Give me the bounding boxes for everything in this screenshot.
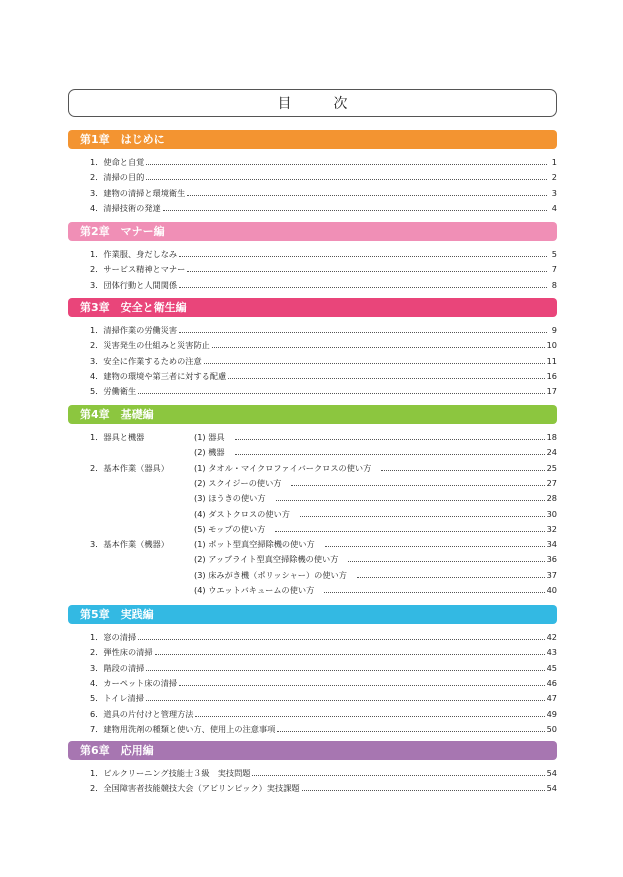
toc-entry-page: 27 bbox=[546, 477, 557, 488]
page-title: 目 次 bbox=[68, 89, 557, 117]
dot-leader bbox=[179, 247, 547, 257]
chapter-heading: 第4章 基礎編 bbox=[68, 405, 557, 424]
toc-entry-page: 50 bbox=[546, 723, 557, 734]
toc-entry-label: 1．ビルクリーニング技能士３級 実技問題 bbox=[90, 768, 251, 778]
toc-entry-page: 11 bbox=[546, 355, 557, 366]
dot-leader bbox=[357, 568, 545, 578]
toc-entry-label: 4．建物の環境や第三者に対する配慮 bbox=[90, 370, 227, 381]
toc-entry-label: (3) 床みがき機（ポリッシャー）の使い方 bbox=[194, 569, 347, 580]
toc-entry-label: (2) アップライト型真空掃除機の使い方 bbox=[194, 554, 339, 565]
toc-entry-page: 9 bbox=[551, 325, 557, 335]
toc-entry-label: (1) タオル・マイクロファイバークロスの使い方 bbox=[194, 462, 372, 473]
chapter-heading: 第3章 安全と衛生編 bbox=[68, 298, 557, 317]
toc-entry-group bbox=[90, 583, 194, 597]
toc-entry-page: 49 bbox=[546, 708, 557, 719]
dot-leader bbox=[252, 766, 544, 776]
toc-entry-page: 42 bbox=[546, 632, 557, 642]
toc-entry-group: 3．基本作業（機器） bbox=[90, 539, 169, 550]
toc-entry-page: 25 bbox=[546, 462, 557, 473]
toc-entry-label: 1．窓の清掃 bbox=[90, 632, 137, 642]
toc-entry-label: 5．労働衛生 bbox=[90, 386, 137, 397]
toc-entry-label: (5) モップの使い方 bbox=[194, 523, 266, 534]
dot-leader bbox=[187, 262, 547, 272]
dot-leader bbox=[146, 661, 544, 671]
toc-entry[interactable] bbox=[90, 491, 557, 505]
dot-leader bbox=[155, 645, 545, 655]
toc-entry[interactable] bbox=[90, 568, 557, 582]
dot-leader bbox=[277, 722, 544, 732]
toc-entry-page: 2 bbox=[551, 172, 557, 183]
dot-leader bbox=[302, 781, 545, 791]
dot-leader bbox=[146, 170, 547, 180]
dot-leader bbox=[204, 354, 545, 364]
dot-leader bbox=[300, 507, 545, 517]
toc-entry-label: 2．全国障害者技能競技大会（アビリンピック）実技課題 bbox=[90, 783, 300, 794]
toc-entry-label: (2) 機器 bbox=[194, 447, 225, 458]
toc-entry[interactable] bbox=[90, 323, 557, 337]
toc-entry-group bbox=[90, 491, 194, 505]
toc-entry-group bbox=[90, 507, 194, 521]
dot-leader bbox=[275, 522, 544, 532]
chapter-heading: 第2章 マナー編 bbox=[68, 222, 557, 241]
dot-leader bbox=[179, 278, 547, 288]
dot-leader bbox=[179, 676, 544, 686]
toc-entry-group: 1．器具と機器 bbox=[90, 432, 145, 442]
toc-entry-page: 3 bbox=[551, 187, 557, 198]
toc-entry-label: 1．作業服、身だしなみ bbox=[90, 249, 178, 259]
toc-entry-page: 4 bbox=[551, 202, 557, 213]
toc-entry-page: 45 bbox=[546, 662, 557, 673]
toc-entry-label: 2．弾性床の清掃 bbox=[90, 647, 153, 658]
toc-entry-label: 2．災害発生の仕組みと災害防止 bbox=[90, 340, 210, 351]
toc-entry-page: 36 bbox=[546, 554, 557, 565]
toc-entry[interactable] bbox=[90, 676, 557, 690]
toc-entry-label: (2) スクイジーの使い方 bbox=[194, 477, 282, 488]
chapter-heading: 第6章 応用編 bbox=[68, 741, 557, 760]
toc-entry-label: (3) ほうきの使い方 bbox=[194, 493, 266, 504]
dot-leader bbox=[291, 476, 544, 486]
toc-entry-page: 32 bbox=[546, 523, 557, 534]
toc-entry-page: 34 bbox=[546, 539, 557, 550]
toc-entry-label: 2．清掃の目的 bbox=[90, 172, 145, 183]
toc-entry-label: 5．トイレ清掃 bbox=[90, 693, 144, 704]
dot-leader bbox=[146, 155, 547, 165]
toc-entry-label: (4) ダストクロスの使い方 bbox=[194, 508, 290, 519]
toc-entry-page: 17 bbox=[546, 386, 557, 397]
toc-entry-label: 4．清掃技術の発達 bbox=[90, 202, 161, 213]
toc-entry-label: (4) ウエットバキュームの使い方 bbox=[194, 585, 315, 595]
toc-entry-page: 37 bbox=[546, 569, 557, 580]
toc-entry[interactable] bbox=[90, 766, 557, 780]
toc-entry-page: 7 bbox=[551, 264, 557, 275]
dot-leader bbox=[163, 201, 547, 211]
toc-entry[interactable] bbox=[90, 661, 557, 675]
toc-entry[interactable] bbox=[90, 369, 557, 383]
toc-entry[interactable] bbox=[90, 278, 557, 292]
toc-entry-page: 54 bbox=[546, 783, 557, 794]
dot-leader bbox=[138, 630, 544, 640]
toc-entry[interactable] bbox=[90, 583, 557, 597]
toc-entry-page: 18 bbox=[546, 432, 557, 442]
toc-entry-page: 54 bbox=[546, 768, 557, 778]
toc-entry-label: 3．安全に作業するための注意 bbox=[90, 355, 202, 366]
toc-entry-label: (1) ポット型真空掃除機の使い方 bbox=[194, 539, 315, 550]
toc-entry-page: 1 bbox=[551, 157, 557, 167]
dot-leader bbox=[235, 430, 545, 440]
dot-leader bbox=[348, 552, 544, 562]
toc-entry[interactable] bbox=[90, 507, 557, 521]
toc-entry-page: 43 bbox=[546, 647, 557, 658]
toc-entry-group bbox=[90, 552, 194, 566]
chapter-heading: 第5章 実践編 bbox=[68, 605, 557, 624]
toc-entry[interactable] bbox=[90, 781, 557, 795]
toc-entry-label: 6．道具の片付けと管理方法 bbox=[90, 708, 194, 719]
toc-entry[interactable] bbox=[90, 247, 557, 261]
toc-entry[interactable] bbox=[90, 645, 557, 659]
toc-entry-group bbox=[90, 476, 194, 490]
toc-entry[interactable] bbox=[90, 445, 557, 459]
toc-entry-label: 7．建物用洗剤の種類と使い方、使用上の注意事項 bbox=[90, 723, 276, 734]
chapter-heading: 第1章 はじめに bbox=[68, 130, 557, 149]
dot-leader bbox=[195, 707, 544, 717]
toc-entry-page: 5 bbox=[551, 249, 557, 259]
dot-leader bbox=[324, 583, 544, 593]
toc-entry[interactable] bbox=[90, 201, 557, 215]
toc-entry[interactable] bbox=[90, 707, 557, 721]
toc-entry-page: 30 bbox=[546, 508, 557, 519]
toc-entry-page: 10 bbox=[546, 340, 557, 351]
dot-leader bbox=[146, 691, 545, 701]
toc-entry-label: 1．清掃作業の労働災害 bbox=[90, 325, 178, 335]
toc-entry-page: 47 bbox=[546, 693, 557, 704]
dot-leader bbox=[187, 186, 547, 196]
toc-entry[interactable] bbox=[90, 691, 557, 705]
toc-entry-label: 3．階段の清掃 bbox=[90, 662, 145, 673]
toc-entry-page: 40 bbox=[546, 585, 557, 595]
toc-entry[interactable] bbox=[90, 722, 557, 736]
toc-entry[interactable] bbox=[90, 338, 557, 352]
dot-leader bbox=[228, 369, 544, 379]
toc-entry[interactable] bbox=[90, 384, 557, 398]
toc-entry-label: 3．団体行動と人間関係 bbox=[90, 279, 178, 290]
toc-entry[interactable] bbox=[90, 476, 557, 490]
dot-leader bbox=[138, 384, 544, 394]
toc-entry-group bbox=[90, 568, 194, 582]
toc-entry-group bbox=[90, 445, 194, 459]
toc-entry-page: 8 bbox=[551, 279, 557, 290]
dot-leader bbox=[381, 461, 544, 471]
toc-entry[interactable] bbox=[90, 155, 557, 169]
toc-entry-label: (1) 器具 bbox=[194, 432, 225, 442]
toc-entry[interactable] bbox=[90, 170, 557, 184]
toc-entry-page: 28 bbox=[546, 493, 557, 504]
toc-entry-group bbox=[90, 522, 194, 536]
toc-entry[interactable] bbox=[90, 552, 557, 566]
toc-entry[interactable] bbox=[90, 522, 557, 536]
toc-entry-label: 2．サービス精神とマナー bbox=[90, 264, 186, 275]
toc-entry-label: 3．建物の清掃と環境衛生 bbox=[90, 187, 186, 198]
toc-entry-label: 1．使命と自覚 bbox=[90, 157, 145, 167]
toc-entry[interactable] bbox=[90, 354, 557, 368]
toc-entry[interactable] bbox=[90, 430, 557, 444]
dot-leader bbox=[235, 445, 545, 455]
dot-leader bbox=[212, 338, 545, 348]
toc-entry-group: 2．基本作業（器具） bbox=[90, 462, 169, 473]
dot-leader bbox=[325, 537, 545, 547]
dot-leader bbox=[276, 491, 545, 501]
dot-leader bbox=[179, 323, 547, 333]
toc-entry-page: 16 bbox=[546, 370, 557, 381]
toc-entry-label: 4．カーペット床の清掃 bbox=[90, 677, 178, 688]
toc-entry-page: 46 bbox=[546, 677, 557, 688]
toc-entry-page: 24 bbox=[546, 447, 557, 458]
toc-entry[interactable] bbox=[90, 461, 557, 475]
toc-entry[interactable] bbox=[90, 630, 557, 644]
toc-entry[interactable] bbox=[90, 186, 557, 200]
toc-entry[interactable] bbox=[90, 262, 557, 276]
toc-entry[interactable] bbox=[90, 537, 557, 551]
